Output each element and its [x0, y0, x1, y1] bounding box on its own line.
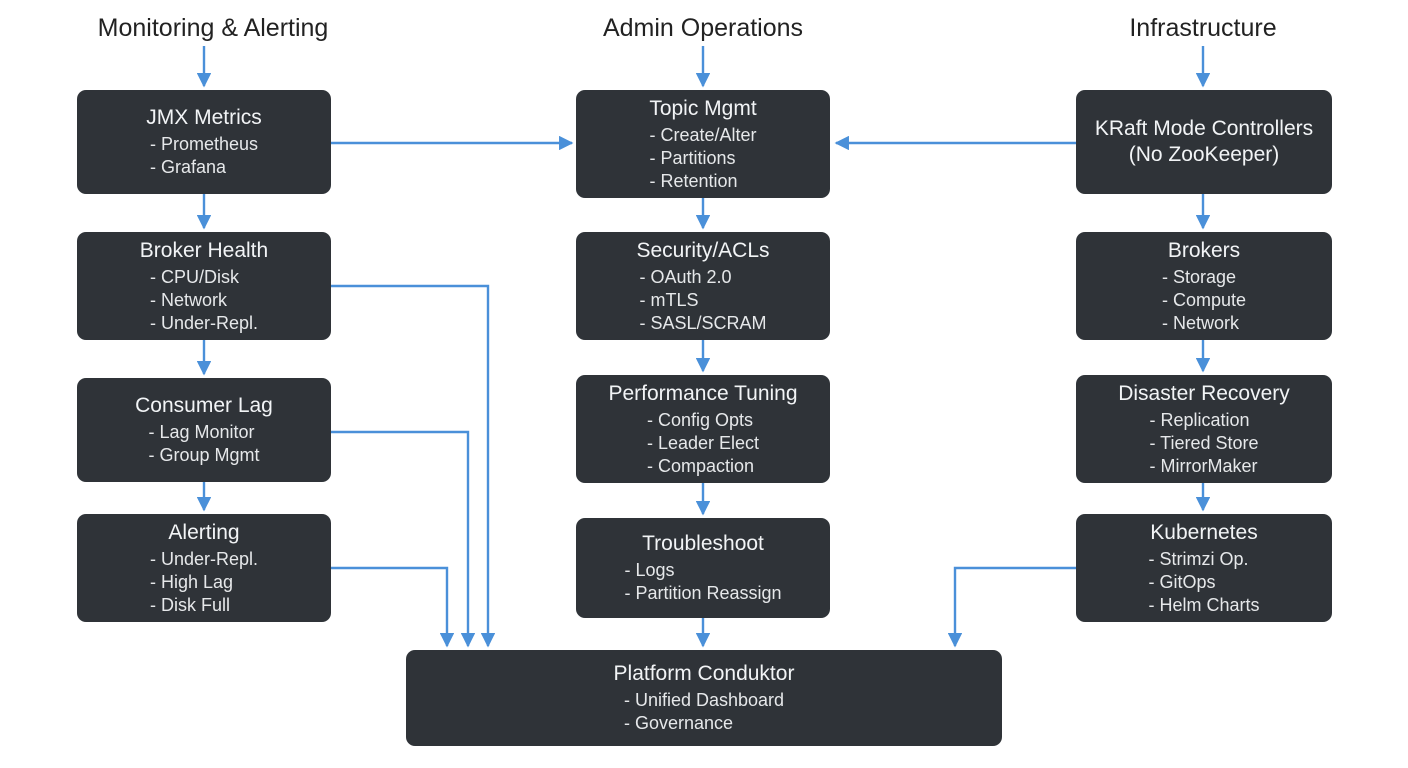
node-title: Troubleshoot [642, 532, 764, 555]
node-topic-mgmt[interactable] [576, 90, 830, 198]
node-item: - Under-Repl. [150, 312, 258, 335]
node-item: - Create/Alter [649, 124, 756, 147]
node-item: - Logs [624, 559, 781, 582]
node-title: KRaft Mode Controllers (No ZooKeeper) [1094, 117, 1314, 166]
node-item: - Lag Monitor [148, 421, 259, 444]
node-consumer-lag[interactable] [77, 378, 331, 482]
node-brokers[interactable] [1076, 232, 1332, 340]
node-items [647, 409, 759, 478]
node-items [150, 133, 258, 179]
node-item: - Group Mgmt [148, 444, 259, 467]
node-item: - MirrorMaker [1149, 455, 1258, 478]
node-kubernetes[interactable] [1076, 514, 1332, 622]
node-item: - Tiered Store [1149, 432, 1258, 455]
node-title: Security/ACLs [636, 238, 770, 262]
node-title: Brokers [1167, 238, 1241, 262]
node-items [639, 266, 766, 335]
node-troubleshoot[interactable] [576, 518, 830, 618]
node-items [649, 124, 756, 193]
node-item: - Retention [649, 170, 756, 193]
column-title-infrastructure: Infrastructure [1129, 14, 1277, 42]
node-items [624, 689, 784, 735]
node-title: Kubernetes [1150, 520, 1258, 544]
node-title: JMX Metrics [146, 106, 262, 129]
node-item: - GitOps [1148, 571, 1259, 594]
node-platform-conduktor[interactable] [406, 650, 1002, 746]
node-items [150, 548, 258, 617]
node-item: - mTLS [639, 289, 766, 312]
node-title: Performance Tuning [608, 381, 798, 405]
node-item: - High Lag [150, 571, 258, 594]
node-kraft-controllers[interactable] [1076, 90, 1332, 194]
node-title: Disaster Recovery [1118, 381, 1290, 405]
node-item: - Storage [1162, 266, 1246, 289]
node-items [1162, 266, 1246, 335]
node-item: - Network [1162, 312, 1246, 335]
node-item: - Partition Reassign [624, 582, 781, 605]
node-item: - Network [150, 289, 258, 312]
node-item: - Strimzi Op. [1148, 548, 1259, 571]
column-title-admin: Admin Operations [602, 14, 804, 42]
node-item: - Under-Repl. [150, 548, 258, 571]
node-disaster-recovery[interactable] [1076, 375, 1332, 483]
node-title: Consumer Lag [135, 394, 273, 417]
column-title-monitoring: Monitoring & Alerting [97, 14, 329, 42]
node-items [1149, 409, 1258, 478]
node-title: Alerting [168, 520, 240, 544]
node-items [148, 421, 259, 467]
node-security-acls[interactable] [576, 232, 830, 340]
node-item: - SASL/SCRAM [639, 312, 766, 335]
node-jmx-metrics[interactable] [77, 90, 331, 194]
node-item: - Compute [1162, 289, 1246, 312]
node-performance-tuning[interactable] [576, 375, 830, 483]
node-item: - Helm Charts [1148, 594, 1259, 617]
node-broker-health[interactable] [77, 232, 331, 340]
node-item: - Governance [624, 712, 784, 735]
node-items [624, 559, 781, 605]
node-items [150, 266, 258, 335]
node-item: - Leader Elect [647, 432, 759, 455]
node-item: - Grafana [150, 156, 258, 179]
node-title: Platform Conduktor [613, 662, 795, 685]
node-item: - Partitions [649, 147, 756, 170]
node-item: - Prometheus [150, 133, 258, 156]
node-title: Topic Mgmt [649, 96, 757, 120]
node-item: - Replication [1149, 409, 1258, 432]
node-item: - Config Opts [647, 409, 759, 432]
node-title: Broker Health [139, 238, 269, 262]
node-item: - CPU/Disk [150, 266, 258, 289]
node-item: - Disk Full [150, 594, 258, 617]
node-item: - OAuth 2.0 [639, 266, 766, 289]
node-item: - Compaction [647, 455, 759, 478]
node-item: - Unified Dashboard [624, 689, 784, 712]
node-alerting[interactable] [77, 514, 331, 622]
node-items [1148, 548, 1259, 617]
